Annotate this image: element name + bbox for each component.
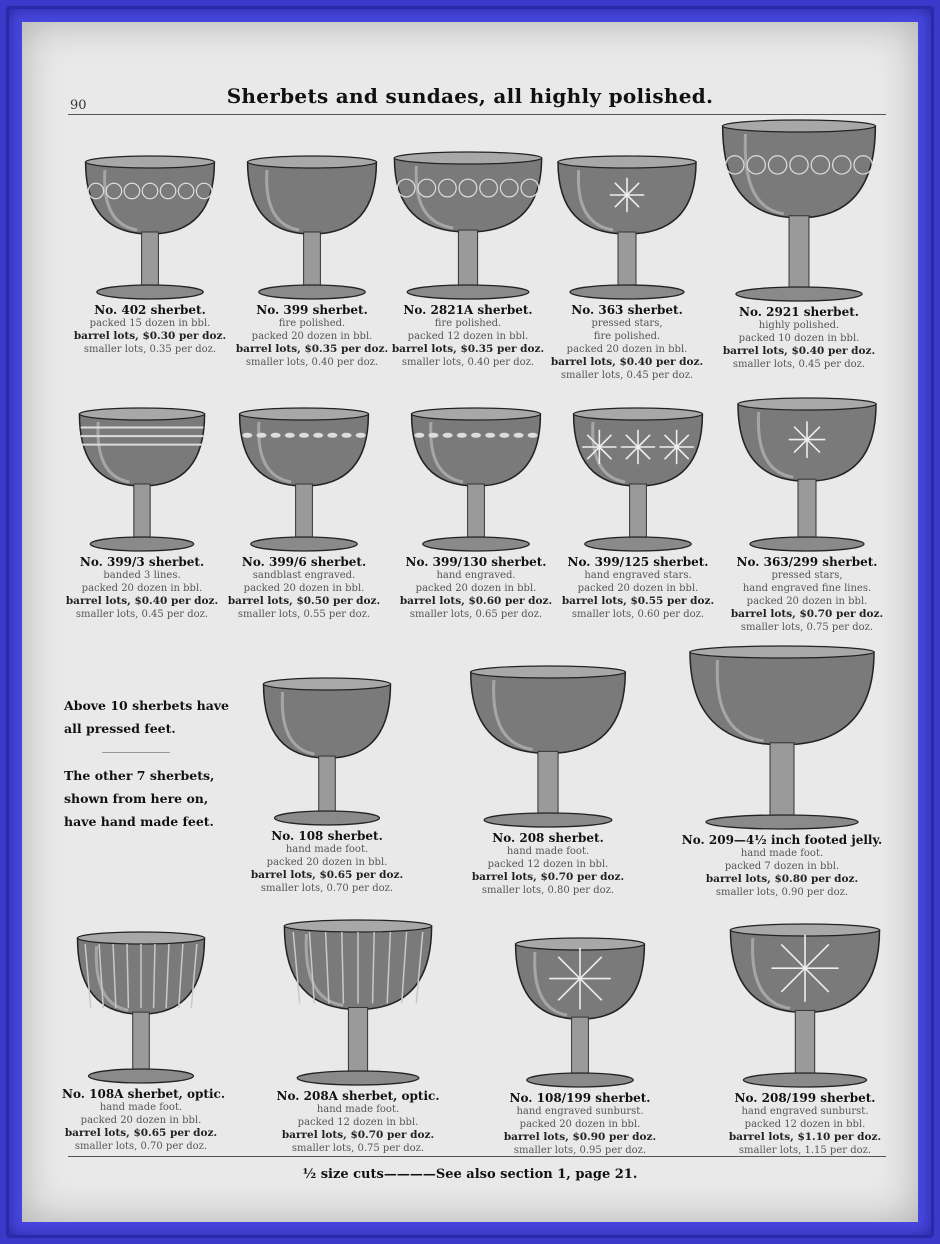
sherbet-glass-illustration xyxy=(378,148,558,302)
product-name: No. 363 sherbet. xyxy=(571,303,683,317)
product-detail-line: packed 12 dozen in bbl. xyxy=(407,331,529,342)
sherbet-glass-illustration xyxy=(714,920,896,1090)
product-name: No. 2921 sherbet. xyxy=(739,305,859,319)
product-detail-line: sandblast engraved. xyxy=(252,570,356,581)
product-item xyxy=(542,152,712,382)
product-item xyxy=(62,928,225,1153)
product-item xyxy=(64,404,220,621)
product-detail-line: smaller lots, 0.45 per doz. xyxy=(75,609,209,620)
product-caption xyxy=(62,1087,225,1153)
product-detail-line: smaller lots, 0.80 per doz. xyxy=(481,885,615,896)
product-detail-line: hand made foot. xyxy=(316,1104,400,1115)
product-detail-line: barrel lots, $0.70 per doz. xyxy=(471,871,625,883)
product-item xyxy=(248,674,406,895)
product-detail-line: barrel lots, $0.90 per doz. xyxy=(503,1131,657,1143)
product-detail-line: hand made foot. xyxy=(285,844,369,855)
product-detail-line: hand made foot. xyxy=(99,1102,183,1113)
sherbet-glass-illustration xyxy=(248,674,406,828)
product-detail-line: fire polished. xyxy=(434,318,502,329)
bottom-rule xyxy=(68,1156,886,1157)
sherbet-glass-illustration xyxy=(542,152,712,302)
product-detail-line: barrel lots, $0.70 per doz. xyxy=(730,608,884,620)
product-caption xyxy=(70,304,230,356)
handmade-feet-note: The other 7 sherbets, shown from here on, have hand made feet. xyxy=(64,768,215,829)
product-detail-line: packed 20 dozen in bbl. xyxy=(251,331,373,342)
product-detail-line: smaller lots, 0.40 per doz. xyxy=(245,357,379,368)
product-detail-line: fire polished. xyxy=(593,331,661,342)
product-name: No. 402 sherbet. xyxy=(94,303,206,317)
product-detail-line: smaller lots, 0.90 per doz. xyxy=(715,887,849,898)
product-detail-line: smaller lots, 0.45 per doz. xyxy=(732,359,866,370)
product-name: No. 399/3 sherbet. xyxy=(79,555,205,569)
product-detail-line: barrel lots, $0.55 per doz. xyxy=(561,595,715,607)
product-detail-line: smaller lots, 1.15 per doz. xyxy=(738,1145,872,1156)
product-caption xyxy=(268,1090,448,1155)
product-name: No. 108A sherbet, optic. xyxy=(62,1087,225,1101)
product-name: No. 209—4½ inch footed jelly. xyxy=(681,833,883,847)
product-item xyxy=(672,642,892,899)
product-detail-line: barrel lots, $0.35 per doz. xyxy=(391,343,545,355)
product-detail-line: smaller lots, 0.70 per doz. xyxy=(260,883,394,894)
product-detail-line: barrel lots, $0.60 per doz. xyxy=(399,595,553,607)
product-caption xyxy=(224,556,384,621)
product-caption xyxy=(378,304,558,369)
product-detail-line: smaller lots, 0.60 per doz. xyxy=(571,609,705,620)
product-name: No. 108/199 sherbet. xyxy=(509,1091,651,1105)
product-item xyxy=(396,404,556,621)
top-rule xyxy=(68,114,886,115)
product-name: No. 399/125 sherbet. xyxy=(567,555,709,569)
product-name: No. 108 sherbet. xyxy=(271,829,383,843)
product-detail-line: packed 20 dozen in bbl. xyxy=(415,583,537,594)
product-detail-line: barrel lots, $0.50 per doz. xyxy=(227,595,381,607)
product-detail-line: pressed stars, xyxy=(591,318,663,329)
sherbet-glass-illustration xyxy=(558,404,718,554)
product-item xyxy=(70,152,230,356)
product-detail-line: hand engraved. xyxy=(436,570,516,581)
product-detail-line: hand engraved sunburst. xyxy=(516,1106,644,1117)
product-caption xyxy=(714,1092,896,1157)
product-item xyxy=(714,920,896,1157)
product-detail-line: packed 20 dozen in bbl. xyxy=(566,344,688,355)
note-divider xyxy=(102,752,170,753)
product-detail-line: barrel lots, $0.40 per doz. xyxy=(65,595,219,607)
product-name: No. 2821A sherbet. xyxy=(403,303,533,317)
product-detail-line: barrel lots, $0.30 per doz. xyxy=(73,330,227,342)
product-detail-line: hand engraved sunburst. xyxy=(741,1106,869,1117)
product-name: No. 399 sherbet. xyxy=(256,303,368,317)
product-detail-line: barrel lots, $0.70 per doz. xyxy=(281,1129,435,1141)
product-caption xyxy=(558,556,718,621)
product-caption xyxy=(64,556,220,621)
product-detail-line: barrel lots, $0.65 per doz. xyxy=(64,1127,218,1139)
product-detail-line: barrel lots, $0.65 per doz. xyxy=(250,869,404,881)
sherbet-glass-illustration xyxy=(672,642,892,832)
product-caption xyxy=(454,832,642,897)
product-detail-line: highly polished. xyxy=(758,320,840,331)
product-caption xyxy=(500,1092,660,1157)
product-detail-line: packed 12 dozen in bbl. xyxy=(487,859,609,870)
product-detail-line: packed 20 dozen in bbl. xyxy=(81,583,203,594)
page-title: Sherbets and sundaes, all highly polished. xyxy=(226,84,714,108)
product-caption xyxy=(248,830,406,895)
product-item xyxy=(378,148,558,369)
product-detail-line: packed 20 dozen in bbl. xyxy=(577,583,699,594)
product-item xyxy=(706,116,892,371)
product-detail-line: hand made foot. xyxy=(506,846,590,857)
sherbet-glass-illustration xyxy=(722,394,892,554)
sherbet-glass-illustration xyxy=(70,152,230,302)
product-caption xyxy=(706,306,892,371)
product-detail-line: barrel lots, $0.80 per doz. xyxy=(705,873,859,885)
catalog-page xyxy=(22,22,918,1222)
product-detail-line: pressed stars, xyxy=(771,570,843,581)
sherbet-glass-illustration xyxy=(62,928,220,1086)
product-detail-line: packed 20 dozen in bbl. xyxy=(80,1115,202,1126)
product-detail-line: packed 10 dozen in bbl. xyxy=(738,333,860,344)
product-item xyxy=(268,916,448,1155)
product-detail-line: packed 20 dozen in bbl. xyxy=(519,1119,641,1130)
product-name: No. 208A sherbet, optic. xyxy=(276,1089,440,1103)
product-caption xyxy=(672,834,892,899)
product-detail-line: packed 12 dozen in bbl. xyxy=(297,1117,419,1128)
product-caption xyxy=(232,304,392,369)
product-detail-line: smaller lots, 0.55 per doz. xyxy=(237,609,371,620)
product-name: No. 399/130 sherbet. xyxy=(405,555,547,569)
product-detail-line: packed 15 dozen in bbl. xyxy=(89,318,211,329)
product-caption xyxy=(396,556,556,621)
product-item xyxy=(500,934,660,1157)
product-detail-line: smaller lots, 0.70 per doz. xyxy=(74,1141,208,1152)
product-detail-line: smaller lots, 0.35 per doz. xyxy=(83,344,217,355)
product-name: No. 363/299 sherbet. xyxy=(736,555,878,569)
product-detail-line: barrel lots, $0.40 per doz. xyxy=(550,356,704,368)
product-item xyxy=(722,394,892,634)
product-name: No. 399/6 sherbet. xyxy=(241,555,367,569)
product-detail-line: packed 20 dozen in bbl. xyxy=(746,596,868,607)
product-detail-line: barrel lots, $1.10 per doz. xyxy=(728,1131,882,1143)
product-detail-line: hand engraved stars. xyxy=(584,570,692,581)
product-name: No. 208/199 sherbet. xyxy=(734,1091,876,1105)
product-detail-line: smaller lots, 0.40 per doz. xyxy=(401,357,535,368)
product-caption xyxy=(542,304,712,382)
product-detail-line: smaller lots, 0.75 per doz. xyxy=(291,1143,425,1154)
product-detail-line: smaller lots, 0.75 per doz. xyxy=(740,622,874,633)
product-item xyxy=(232,152,392,369)
product-name: No. 208 sherbet. xyxy=(492,831,604,845)
product-detail-line: hand made foot. xyxy=(740,848,824,859)
sherbet-glass-illustration xyxy=(454,662,642,830)
product-caption xyxy=(722,556,892,634)
product-detail-line: packed 20 dozen in bbl. xyxy=(243,583,365,594)
sherbet-glass-illustration xyxy=(232,152,392,302)
page-number: 90 xyxy=(70,98,87,113)
product-detail-line: packed 20 dozen in bbl. xyxy=(266,857,388,868)
pressed-feet-note: Above 10 sherbets have all pressed feet. xyxy=(64,698,230,736)
product-detail-line: fire polished. xyxy=(278,318,346,329)
product-item xyxy=(454,662,642,897)
product-item xyxy=(558,404,718,621)
sherbet-glass-illustration xyxy=(500,934,660,1090)
product-detail-line: banded 3 lines. xyxy=(103,570,181,581)
product-detail-line: smaller lots, 0.65 per doz. xyxy=(409,609,543,620)
product-detail-line: packed 7 dozen in bbl. xyxy=(724,861,840,872)
page-footer: ½ size cuts————See also section 1, page 21. xyxy=(302,1167,638,1182)
product-detail-line: smaller lots, 0.95 per doz. xyxy=(513,1145,647,1156)
sherbet-glass-illustration xyxy=(224,404,384,554)
product-detail-line: barrel lots, $0.35 per doz. xyxy=(235,343,389,355)
product-detail-line: barrel lots, $0.40 per doz. xyxy=(722,345,876,357)
product-detail-line: smaller lots, 0.45 per doz. xyxy=(560,370,694,381)
sherbet-glass-illustration xyxy=(706,116,892,304)
product-item xyxy=(224,404,384,621)
sherbet-glass-illustration xyxy=(396,404,556,554)
product-detail-line: packed 12 dozen in bbl. xyxy=(744,1119,866,1130)
product-detail-line: hand engraved fine lines. xyxy=(742,583,872,594)
sherbet-glass-illustration xyxy=(64,404,220,554)
sherbet-glass-illustration xyxy=(268,916,448,1088)
